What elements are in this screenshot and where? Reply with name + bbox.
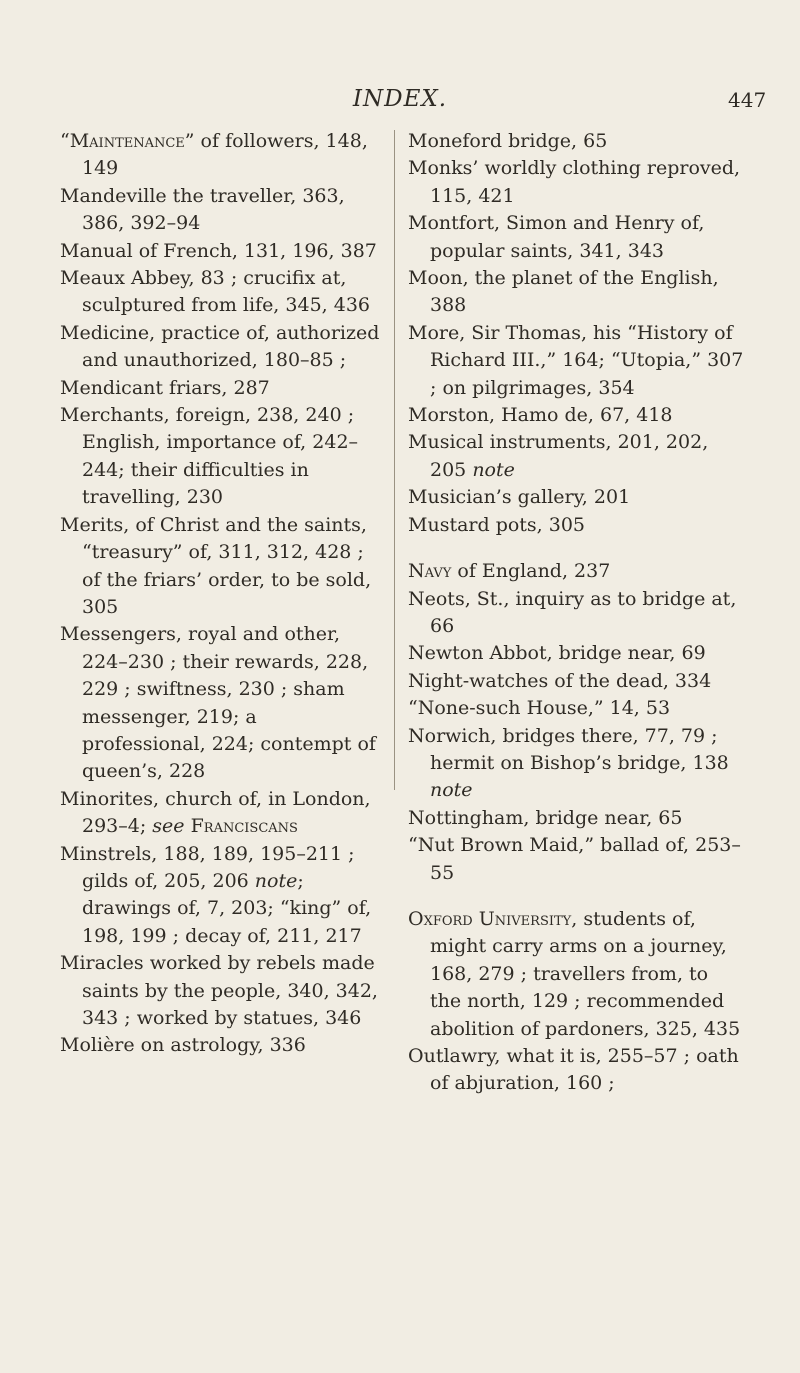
index-entry [408,512,744,539]
index-entry [60,320,386,375]
entry-text: Norwich, bridges there, 77, 79 ; hermit on Bishop’s bridge, 138 [408,724,729,774]
column-divider [394,130,395,790]
entry-text: Meaux Abbey, 83 ; crucifix at, sculptured from life, 345, 436 [60,267,370,317]
index-entry [408,155,744,210]
entry-text: “Nut Brown Maid,” ballad of, 253–55 [408,834,741,884]
entry-text: Newton Abbot, bridge near, 69 [408,642,706,665]
index-entry [408,128,744,155]
see-reference: see [152,815,185,838]
index-column-left [60,128,386,1060]
page-number: 447 [728,88,767,112]
entry-text: Monks’ worldly clothing reproved, 115, 421 [408,157,741,207]
index-entry [408,484,744,511]
index-entry [408,402,744,429]
index-entry [408,906,744,1043]
entry-text: Merits, of Christ and the saints, “treasury” of, 311, 312, 428 ; of the friars’ order, to be sold, 305 [60,513,372,618]
index-entry [408,723,744,805]
index-entry [60,238,386,265]
note-marker: note [430,779,473,802]
index-entry [408,668,744,695]
entry-text: Night-watches of the dead, 334 [408,669,712,692]
index-entry [408,832,744,887]
note-marker: note [472,458,515,481]
entry-text: Molière on astrology, 336 [60,1034,306,1057]
index-entry [408,805,744,832]
entry-text: Mandeville the traveller, 363, 386, 392–94 [60,184,345,235]
entry-text: Nottingham, bridge near, 65 [408,806,683,829]
entry-text: Musician’s gallery, 201 [408,486,631,509]
index-entry [60,183,386,238]
entry-text: Mustard pots, 305 [408,513,586,536]
index-entry [60,512,386,622]
entry-text: Outlawry, what it is, 255–57 ; oath of abjuration, 160 ; [408,1045,739,1095]
index-entry [60,841,386,951]
index-entry [60,402,386,512]
entry-heading: Oxford University [408,907,572,930]
index-entry [60,265,386,320]
entry-text: More, Sir Thomas, his “History of Richard III.,” 164; “Utopia,” 307 ; on pilgrimages, 354 [408,321,744,399]
entry-text: Morston, Hamo de, 67, 418 [408,404,673,427]
index-entry [408,695,744,722]
entry-text: Montfort, Simon and Henry of, popular saints, 341, 343 [408,212,705,262]
index-entry [408,429,744,484]
entry-text: Musical instruments, 201, 202, 205 [408,431,709,481]
entry-text: of England, 237 [451,560,611,583]
index-entry [60,950,386,1032]
running-title: INDEX. [352,86,448,112]
index-entry [60,621,386,785]
entry-text: Messengers, royal and other, 224–230 ; their rewards, 228, 229 ; swiftness, 230 ; sham messenger, 219; a professional, 224; contempt of queen’s, 228 [60,623,376,783]
index-entry [408,265,744,320]
entry-text: Mendicant friars, 287 [60,376,270,399]
index-entry [60,128,386,183]
index-entry [408,1043,744,1098]
entry-text: Miracles worked by rebels made saints by the people, 340, 342, 343 ; worked by statues, 346 [60,952,378,1029]
entry-heading: “Maintenance” [60,130,195,152]
index-entry [60,375,386,402]
index-entry [60,1032,386,1059]
entry-text: Merchants, foreign, 238, 240 ; English, importance of, 242–244; their difficulties in travelling, 230 [60,404,359,509]
entry-text: Manual of French, 131, 196, 387 [60,239,377,262]
entry-text: “None-such House,” 14, 53 [408,697,671,720]
note-marker: note [254,869,298,892]
index-entry [408,320,744,402]
index-entry [408,640,744,667]
reference-target: Franciscans [190,815,298,838]
entry-heading: Navy [408,560,452,583]
index-entry [408,558,744,585]
entry-text: Moon, the planet of the English, 388 [408,267,719,317]
index-entry [408,210,744,265]
entry-text: Neots, St., inquiry as to bridge at, 66 [408,587,737,637]
entry-text: Moneford bridge, 65 [408,130,608,152]
entry-text: Medicine, practice of, authorized and unauthorized, 180–85 ; [60,321,380,372]
entry-text: Minorites, church of, in London, 293–4; [60,787,371,838]
index-entry [60,786,386,841]
index-entry [408,586,744,641]
entry-text: , students of, might carry arms on a journey, 168, 279 ; travellers from, to the north, 129 ; recommended abolition of pardoners, 325, 435 [430,907,741,1040]
index-column-right [408,128,744,1098]
entry-text: of followers, 148, 149 [82,130,368,180]
entry-text: Minstrels, 188, 189, 195–211 ; gilds of, 205, 206 [60,842,355,892]
entry-text-continued: ; drawings of, 7, 203; “king” of, 198, 199 ; decay of, 211, 217 [82,869,372,947]
